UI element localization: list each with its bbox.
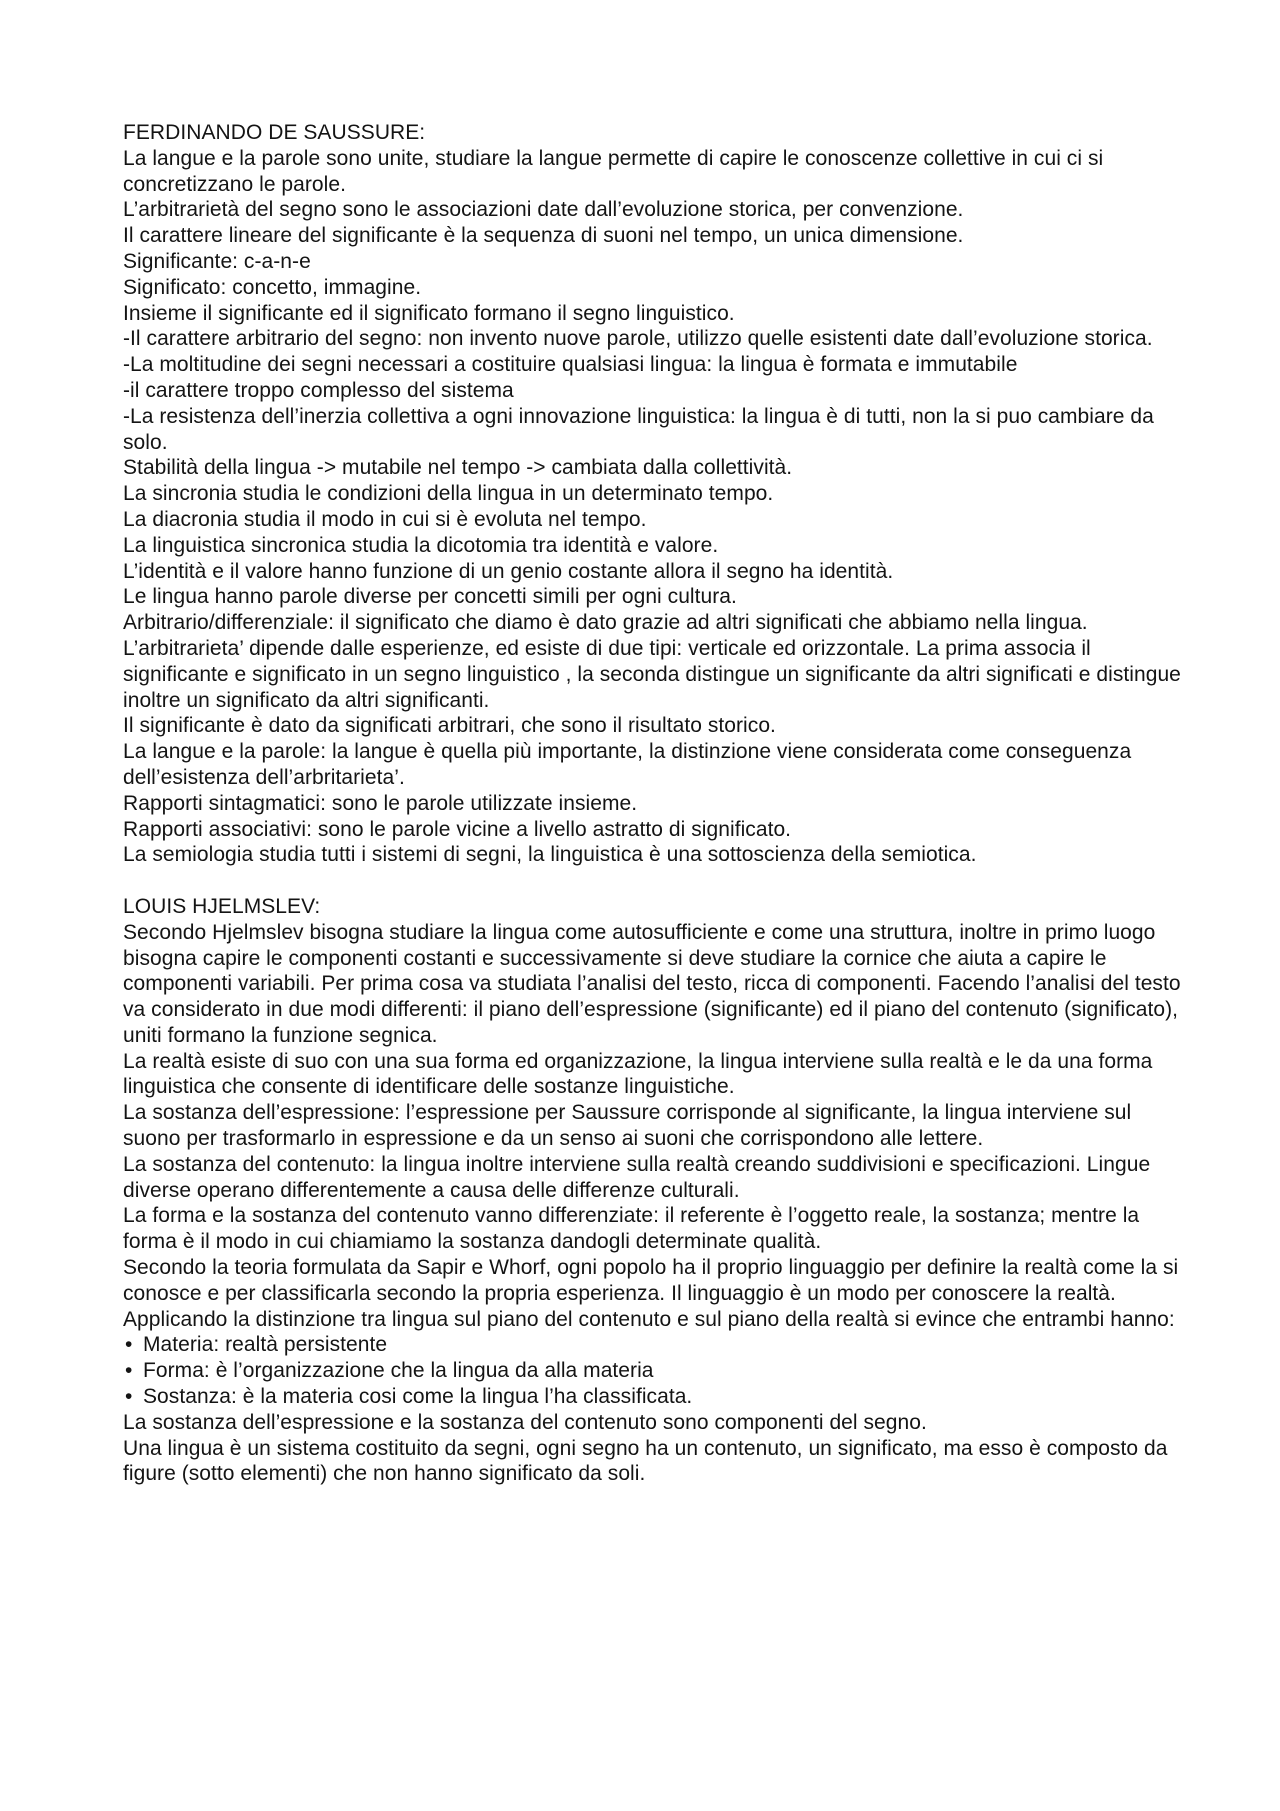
- bullet-icon: •: [125, 1359, 133, 1383]
- paragraph: Una lingua è un sistema costituito da segni, ogni segno ha un contenuto, un significato, ma esso è composto da figure (sotto elementi) che non hanno significato da soli.: [123, 1436, 1168, 1486]
- list-item-text: Sostanza: è la materia cosi come la lingua l’ha classificata.: [143, 1385, 693, 1409]
- list-item: [123, 1384, 1183, 1410]
- section-title: FERDINANDO DE SAUSSURE:: [123, 121, 426, 144]
- paragraph: Applicando la distinzione tra lingua sul piano del contenuto e sul piano della realtà si evince che entrambi hanno:: [123, 1307, 1175, 1331]
- paragraph: La realtà esiste di suo con una sua forma ed organizzazione, la lingua interviene sulla realtà e le da una forma linguistica che consente di identificare delle sostanze linguistiche.: [123, 1049, 1153, 1099]
- section-spacer: [123, 868, 1183, 894]
- list-item: [123, 1332, 1183, 1358]
- paragraph: La langue e la parole sono unite, studiare la langue permette di capire le conoscenze collettive in cui ci si concretizzano le parole.: [123, 146, 1104, 196]
- paragraph: Stabilità della lingua -> mutabile nel tempo -> cambiata dalla collettività.: [123, 456, 793, 480]
- paragraph: Il carattere lineare del significante è la sequenza di suoni nel tempo, un unica dimensione.: [123, 224, 964, 248]
- paragraph: Secondo Hjelmslev bisogna studiare la lingua come autosufficiente e come una struttura, inoltre in primo luogo bisogna capire le componenti costanti e successivamente si deve studiare la cornice che aiuta a capire le componenti variabili. Per prima cosa va studiata l’analisi del testo, ricca di componenti. Facendo l’analisi del testo va considerato in due modi differenti: il piano dell’espressione (significante) ed il piano del contenuto (significato), uniti formano la funzione segnica.: [123, 920, 1181, 1047]
- document-page: [123, 120, 1183, 1487]
- paragraph: La linguistica sincronica studia la dicotomia tra identità e valore.: [123, 533, 719, 557]
- paragraph: -il carattere troppo complesso del sistema: [123, 378, 514, 402]
- paragraph: Le lingua hanno parole diverse per concetti simili per ogni cultura.: [123, 585, 737, 609]
- paragraph: Insieme il significante ed il significato formano il segno linguistico.: [123, 301, 735, 325]
- paragraph: Significato: concetto, immagine.: [123, 275, 422, 299]
- paragraph: La forma e la sostanza del contenuto vanno differenziate: il referente è l’oggetto reale, la sostanza; mentre la forma è il modo in cui chiamiamo la sostanza dandogli determinate qualità.: [123, 1204, 1140, 1254]
- paragraph: -Il carattere arbitrario del segno: non invento nuove parole, utilizzo quelle esistenti date dall’evoluzione storica.: [123, 327, 1153, 351]
- paragraph: L’arbitrarietà del segno sono le associazioni date dall’evoluzione storica, per convenzione.: [123, 198, 964, 222]
- paragraph: La sostanza dell’espressione e la sostanza del contenuto sono componenti del segno.: [123, 1410, 927, 1434]
- bullet-icon: •: [125, 1385, 133, 1409]
- paragraph: Arbitrario/differenziale: il significato che diamo è dato grazie ad altri significati che abbiamo nella lingua. L’arbitrarieta’ dipende dalle esperienze, ed esiste di due tipi: verticale ed orizzontale. La prima associa il significante e significato in un segno linguistico , la seconda distingue un significante da altri significati e distingue inoltre un significato da altri significanti.: [123, 611, 1181, 712]
- paragraph: La sostanza del contenuto: la lingua inoltre interviene sulla realtà creando suddivisioni e specificazioni. Lingue diverse operano differentemente a causa delle differenze culturali.: [123, 1152, 1151, 1202]
- paragraph: Il significante è dato da significati arbitrari, che sono il risultato storico.: [123, 714, 776, 738]
- paragraph: L’identità e il valore hanno funzione di un genio costante allora il segno ha identità.: [123, 559, 894, 583]
- paragraph: -La resistenza dell’inerzia collettiva a ogni innovazione linguistica: la lingua è di tutti, non la si puo cambiare da solo.: [123, 404, 1154, 454]
- paragraph: La sincronia studia le condizioni della lingua in un determinato tempo.: [123, 482, 774, 506]
- paragraph: Secondo la teoria formulata da Sapir e Whorf, ogni popolo ha il proprio linguaggio per definire la realtà come la si conosce e per classificarla secondo la propria esperienza. Il linguaggio è un modo per conoscere la realtà.: [123, 1256, 1179, 1305]
- paragraph: Rapporti sintagmatici: sono le parole utilizzate insieme.: [123, 791, 638, 815]
- paragraph: La langue e la parole: la langue è quella più importante, la distinzione viene considerata come conseguenza dell’esistenza dell’arbritarieta’.: [123, 740, 1132, 789]
- section-saussure: [123, 120, 1183, 868]
- paragraph: La sostanza dell’espressione: l’espressione per Saussure corrisponde al significante, la lingua interviene sul suono per trasformarlo in espressione e da un senso ai suoni che corrispondono alle lettere.: [123, 1101, 1132, 1151]
- bullet-list: [123, 1332, 1183, 1409]
- bullet-icon: •: [125, 1333, 133, 1357]
- list-item: [123, 1358, 1183, 1384]
- paragraph: -La moltitudine dei segni necessari a costituire qualsiasi lingua: la lingua è formata e immutabile: [123, 353, 1018, 377]
- section-hjelmslev: [123, 894, 1183, 1487]
- paragraph: Significante: c-a-n-e: [123, 249, 311, 273]
- list-item-text: Forma: è l’organizzazione che la lingua da alla materia: [143, 1359, 654, 1383]
- list-item-text: Materia: realtà persistente: [143, 1333, 388, 1357]
- paragraph: La semiologia studia tutti i sistemi di segni, la linguistica è una sottoscienza della semiotica.: [123, 843, 977, 867]
- section-title: LOUIS HJELMSLEV:: [123, 894, 321, 918]
- paragraph: La diacronia studia il modo in cui si è evoluta nel tempo.: [123, 507, 647, 531]
- paragraph: Rapporti associativi: sono le parole vicine a livello astratto di significato.: [123, 817, 792, 841]
